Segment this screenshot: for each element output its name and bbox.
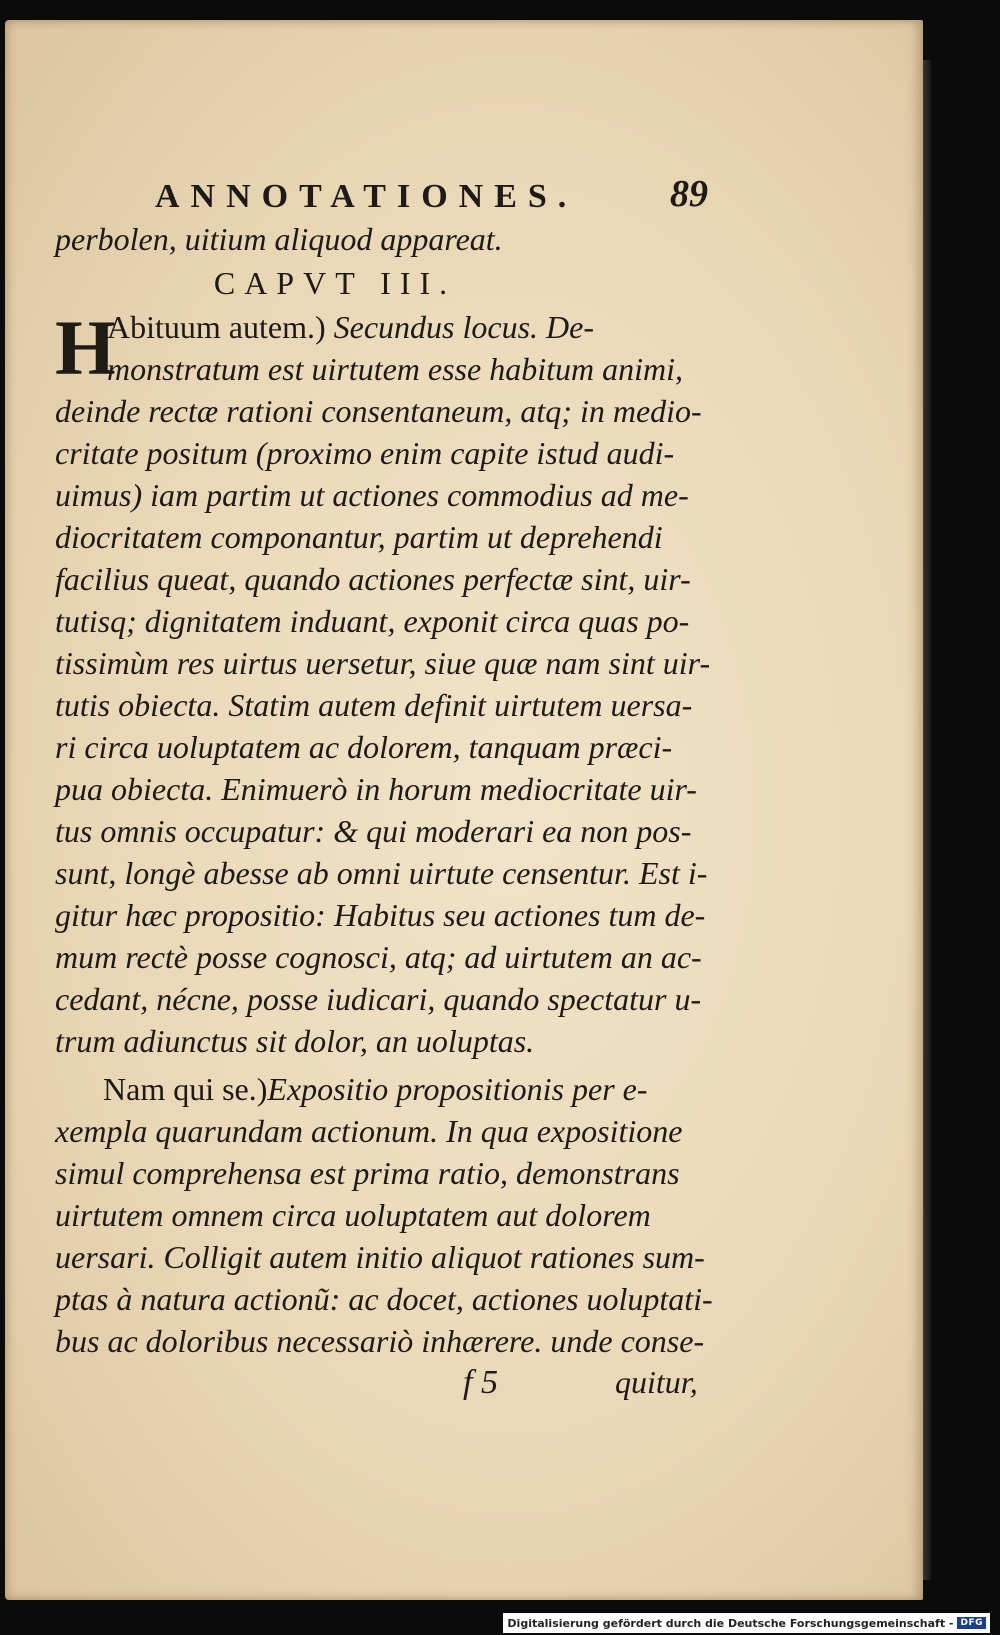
text-line: critate positum (proximo enim capite istud audi-: [55, 435, 675, 471]
text-line: tutis obiecta. Statim autem definit uirtutem uersa-: [55, 687, 693, 723]
text-line: uimus) iam partim ut actiones commodius ad me-: [55, 477, 689, 513]
text-line: perbolen, uitium aliquod appareat.: [55, 221, 503, 257]
lemma: Nam qui se.): [103, 1071, 268, 1107]
text-line: gitur hæc propositio: Habitus seu actiones tum de-: [55, 897, 706, 933]
signature-mark: f 5: [463, 1364, 498, 1401]
text-line: [55, 1068, 735, 1110]
catchword: quitur,: [615, 1364, 698, 1400]
page-edge: [923, 60, 931, 1580]
text-line: cedant, nécne, posse iudicari, quando spectatur u-: [55, 981, 702, 1017]
text-line: tissimùm res uirtus uersetur, siue quæ nam sint uir-: [55, 645, 711, 681]
text-line: xempla quarundam actionum. In qua expositione: [55, 1113, 683, 1149]
text-line: uersari. Colligit autem initio aliquot rationes sum-: [55, 1239, 705, 1275]
text-line: sunt, longè abesse ab omni uirtute censentur. Est i-: [55, 855, 708, 891]
text-line: monstratum est uirtutem esse habitum animi,: [107, 351, 683, 387]
text-line: deinde rectæ rationi consentaneum, atq; in medio-: [55, 393, 702, 429]
page-text: [55, 160, 735, 1408]
text-span: Expositio propositionis per e-: [267, 1071, 648, 1107]
first-paragraph: [55, 306, 735, 1062]
digitization-footer: [503, 1613, 990, 1633]
text-line: mum rectè posse cognosci, atq; ad uirtutem an ac-: [55, 939, 702, 975]
running-head: [55, 160, 735, 218]
drop-cap: H: [55, 304, 116, 391]
footer-text: Digitalisierung gefördert durch die Deutsche Forschungsgemeinschaft -: [507, 1616, 954, 1630]
book-page: [5, 20, 923, 1600]
text-line: diocritatem componantur, partim ut deprehendi: [55, 519, 663, 555]
text-line: ptas à natura actionũ: ac docet, actiones uoluptati-: [55, 1281, 713, 1317]
text-line: ri circa uoluptatem ac dolorem, tanquam præci-: [55, 729, 673, 765]
page-number: 89: [670, 173, 708, 215]
text-line: uirtutem omnem circa uoluptatem aut dolorem: [55, 1197, 651, 1233]
signature-line: [55, 1362, 735, 1408]
text-line: tutisq; dignitatem induant, exponit circa quas po-: [55, 603, 690, 639]
text-line: facilius queat, quando actiones perfectæ sint, uir-: [55, 561, 691, 597]
text-line: tus omnis occupatur: & qui moderari ea non pos-: [55, 813, 692, 849]
running-head-title: ANNOTATIONES.: [155, 178, 578, 215]
second-paragraph: [55, 1068, 735, 1362]
dfg-logo-icon: DFG: [957, 1617, 986, 1629]
text-line: bus ac doloribus necessariò inhærere. unde conse-: [55, 1323, 705, 1359]
text-line: pua obiecta. Enimuerò in horum mediocritate uir-: [55, 771, 697, 807]
text-line: simul comprehensa est prima ratio, demonstrans: [55, 1155, 680, 1191]
lemma: Abituum autem.): [107, 309, 326, 345]
text-span: Secundus locus. De-: [325, 309, 594, 345]
text-line: trum adiunctus sit dolor, an uoluptas.: [55, 1023, 535, 1059]
chapter-heading: CAPVT III.: [213, 265, 457, 301]
text-line: [55, 306, 735, 348]
